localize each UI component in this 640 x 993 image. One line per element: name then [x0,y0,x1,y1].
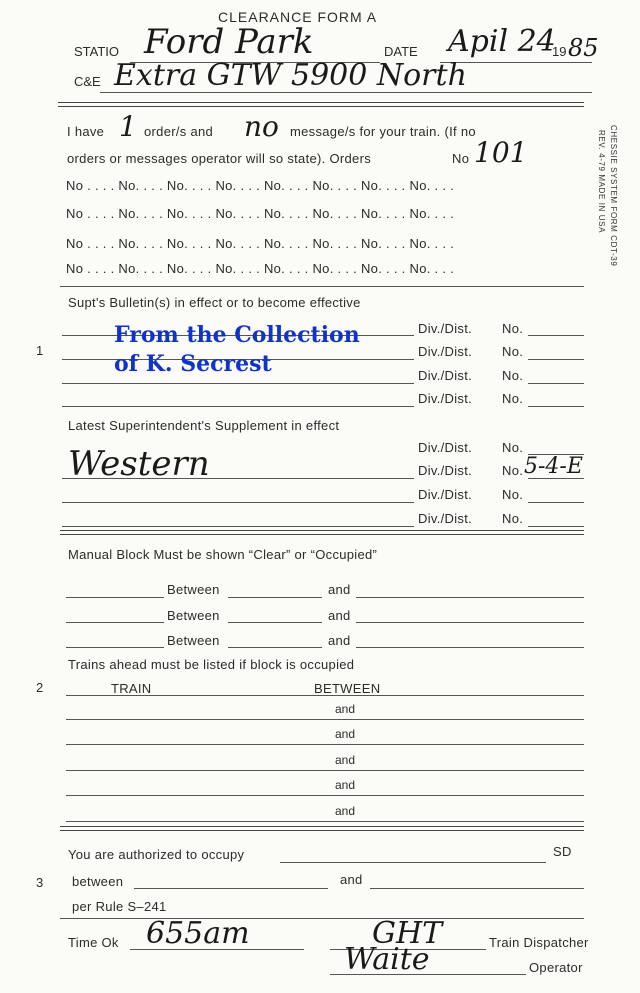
supplement-line-2 [62,478,414,479]
bulletin-no-3: No. [502,368,524,383]
supplement-no-3: No. [502,487,524,502]
year-handwritten: 85 [568,34,599,62]
orders-line1-c: message/s for your train. (If no [290,124,476,139]
header-divider [58,102,584,107]
trains-ahead-heading: Trains ahead must be listed if block is occupied [68,657,355,672]
trains-row1-line [66,719,584,720]
manual-row3-between: Between [167,633,220,648]
authorized-text: You are authorized to occupy [68,847,245,862]
orders-row-1: No . . . . No. . . . No. . . . No. . . . No. . . . No. . . . No. . . . No. . . . [66,178,455,193]
supplement-div-2: Div./Dist. [418,463,473,478]
section-1-marker: 1 [36,343,44,358]
orders-line2: orders or messages operator will so state). Orders [67,151,371,166]
orders-number-handwritten: 101 [474,136,528,169]
manual-block-heading: Manual Block Must be shown “Clear” or “Occupied” [68,547,378,562]
supplement-no-2: No. [502,463,524,478]
trains-row5-line [66,821,584,822]
bulletin-line-4 [62,406,414,407]
bulletin-heading: Supt's Bulletin(s) in effect or to become effective [68,295,361,310]
supplement-div-1: Div./Dist. [418,440,473,455]
bulletin-no-4: No. [502,391,524,406]
manual-row1-and: and [328,582,351,597]
supplement-div-4: Div./Dist. [418,511,473,526]
and-line [370,888,584,889]
collection-stamp-line1: From the Collection [114,322,360,348]
manual-row2-mid [228,622,322,623]
operator-label: Operator [529,960,583,975]
supplement-div-3: Div./Dist. [418,487,473,502]
supplement-no-line-4 [528,526,584,527]
collection-stamp-line2: of K. Secrest [114,351,272,377]
supplement-no-line-2 [528,478,584,479]
supplement-no-line-3 [528,502,584,503]
section2-divider [60,826,584,831]
bulletin-div-2: Div./Dist. [418,344,473,359]
bulletin-no-2: No. [502,344,524,359]
trains-row4-line [66,795,584,796]
manual-row1-left [66,597,164,598]
supplement-no-4: No. [502,511,524,526]
trains-row3-and: and [335,753,356,767]
trains-row1-and: and [335,702,356,716]
operator-line [330,974,526,975]
bulletin-no-line-3 [528,383,584,384]
manual-row2-left [66,622,164,623]
orders-row-4: No . . . . No. . . . No. . . . No. . . . No. . . . No. . . . No. . . . No. . . . [66,261,455,276]
trains-row5-and: and [335,804,356,818]
supplement-line-1 [62,454,414,455]
bulletin-no-line-4 [528,406,584,407]
side-form-number: CHESSIE SYSTEM FORM CDT-39 [609,125,618,267]
ce-underline [100,92,592,93]
year-prefix: 19 [552,44,567,59]
form-title: CLEARANCE FORM A [218,9,378,25]
manual-row3-mid [228,647,322,648]
ce-handwritten: Extra GTW 5900 North [114,58,467,93]
manual-row2-and: and [328,608,351,623]
manual-row1-mid [228,597,322,598]
between-label: between [72,874,124,889]
orders-line1-a: I have [67,124,105,139]
manual-row3-left [66,647,164,648]
dispatcher-handwritten: GHT [372,916,443,951]
orders-no-label: No [452,151,470,166]
supplement-no-handwritten: 5-4-E [524,454,583,479]
trains-row2-and: and [335,727,356,741]
supplement-line-4 [62,526,414,527]
manual-row1-right [356,597,584,598]
trains-col-train: TRAIN [111,681,152,696]
supplement-line-3 [62,502,414,503]
trains-col-between: BETWEEN [314,681,381,696]
trains-row4-and: and [335,778,356,792]
time-ok-label: Time Ok [68,935,119,950]
orders-count-handwritten: 1 [119,110,137,143]
manual-row2-right [356,622,584,623]
manual-row3-and: and [328,633,351,648]
authorized-sd: SD [553,844,572,859]
orders-line1-b: order/s and [144,124,214,139]
supplement-no-1: No. [502,440,524,455]
trains-header-line [66,695,584,696]
bulletin-div-4: Div./Dist. [418,391,473,406]
per-rule-divider [60,918,584,919]
date-handwritten: Apil 24 [448,24,556,59]
side-revision: REV. 4-79 MADE IN USA [597,130,606,234]
time-ok-line [130,949,304,950]
bulletin-line-3 [62,383,414,384]
bulletin-no-line-2 [528,359,584,360]
trains-row3-line [66,770,584,771]
bulletin-div-1: Div./Dist. [418,321,473,336]
station-label: STATIO [74,44,120,59]
orders-row-3: No . . . . No. . . . No. . . . No. . . . No. . . . No. . . . No. . . . No. . . . [66,236,455,251]
authorized-line [280,862,546,863]
station-handwritten: Ford Park [144,22,314,62]
section-2-marker: 2 [36,680,44,695]
supplement-heading: Latest Superintendent's Supplement in effect [68,418,340,433]
supplement-western-handwritten: Western [68,444,210,484]
time-ok-handwritten: 655am [146,916,250,951]
per-rule: per Rule S–241 [72,899,167,914]
section-3-marker: 3 [36,875,44,890]
bulletin-no-line-1 [528,335,584,336]
manual-row2-between: Between [167,608,220,623]
orders-divider [60,286,584,287]
section3-and: and [340,872,363,887]
train-dispatcher-label: Train Dispatcher [489,935,589,950]
bulletin-div-3: Div./Dist. [418,368,473,383]
ce-label: C&E [74,74,101,89]
messages-count-handwritten: no [244,110,279,143]
operator-handwritten: Waite [344,942,430,977]
orders-row-2: No . . . . No. . . . No. . . . No. . . . No. . . . No. . . . No. . . . No. . . . [66,206,455,221]
manual-row3-right [356,647,584,648]
bulletin-no-1: No. [502,321,524,336]
section1-divider [60,530,584,535]
between-line [134,888,328,889]
date-label: DATE [384,44,418,59]
trains-row2-line [66,744,584,745]
manual-row1-between: Between [167,582,220,597]
